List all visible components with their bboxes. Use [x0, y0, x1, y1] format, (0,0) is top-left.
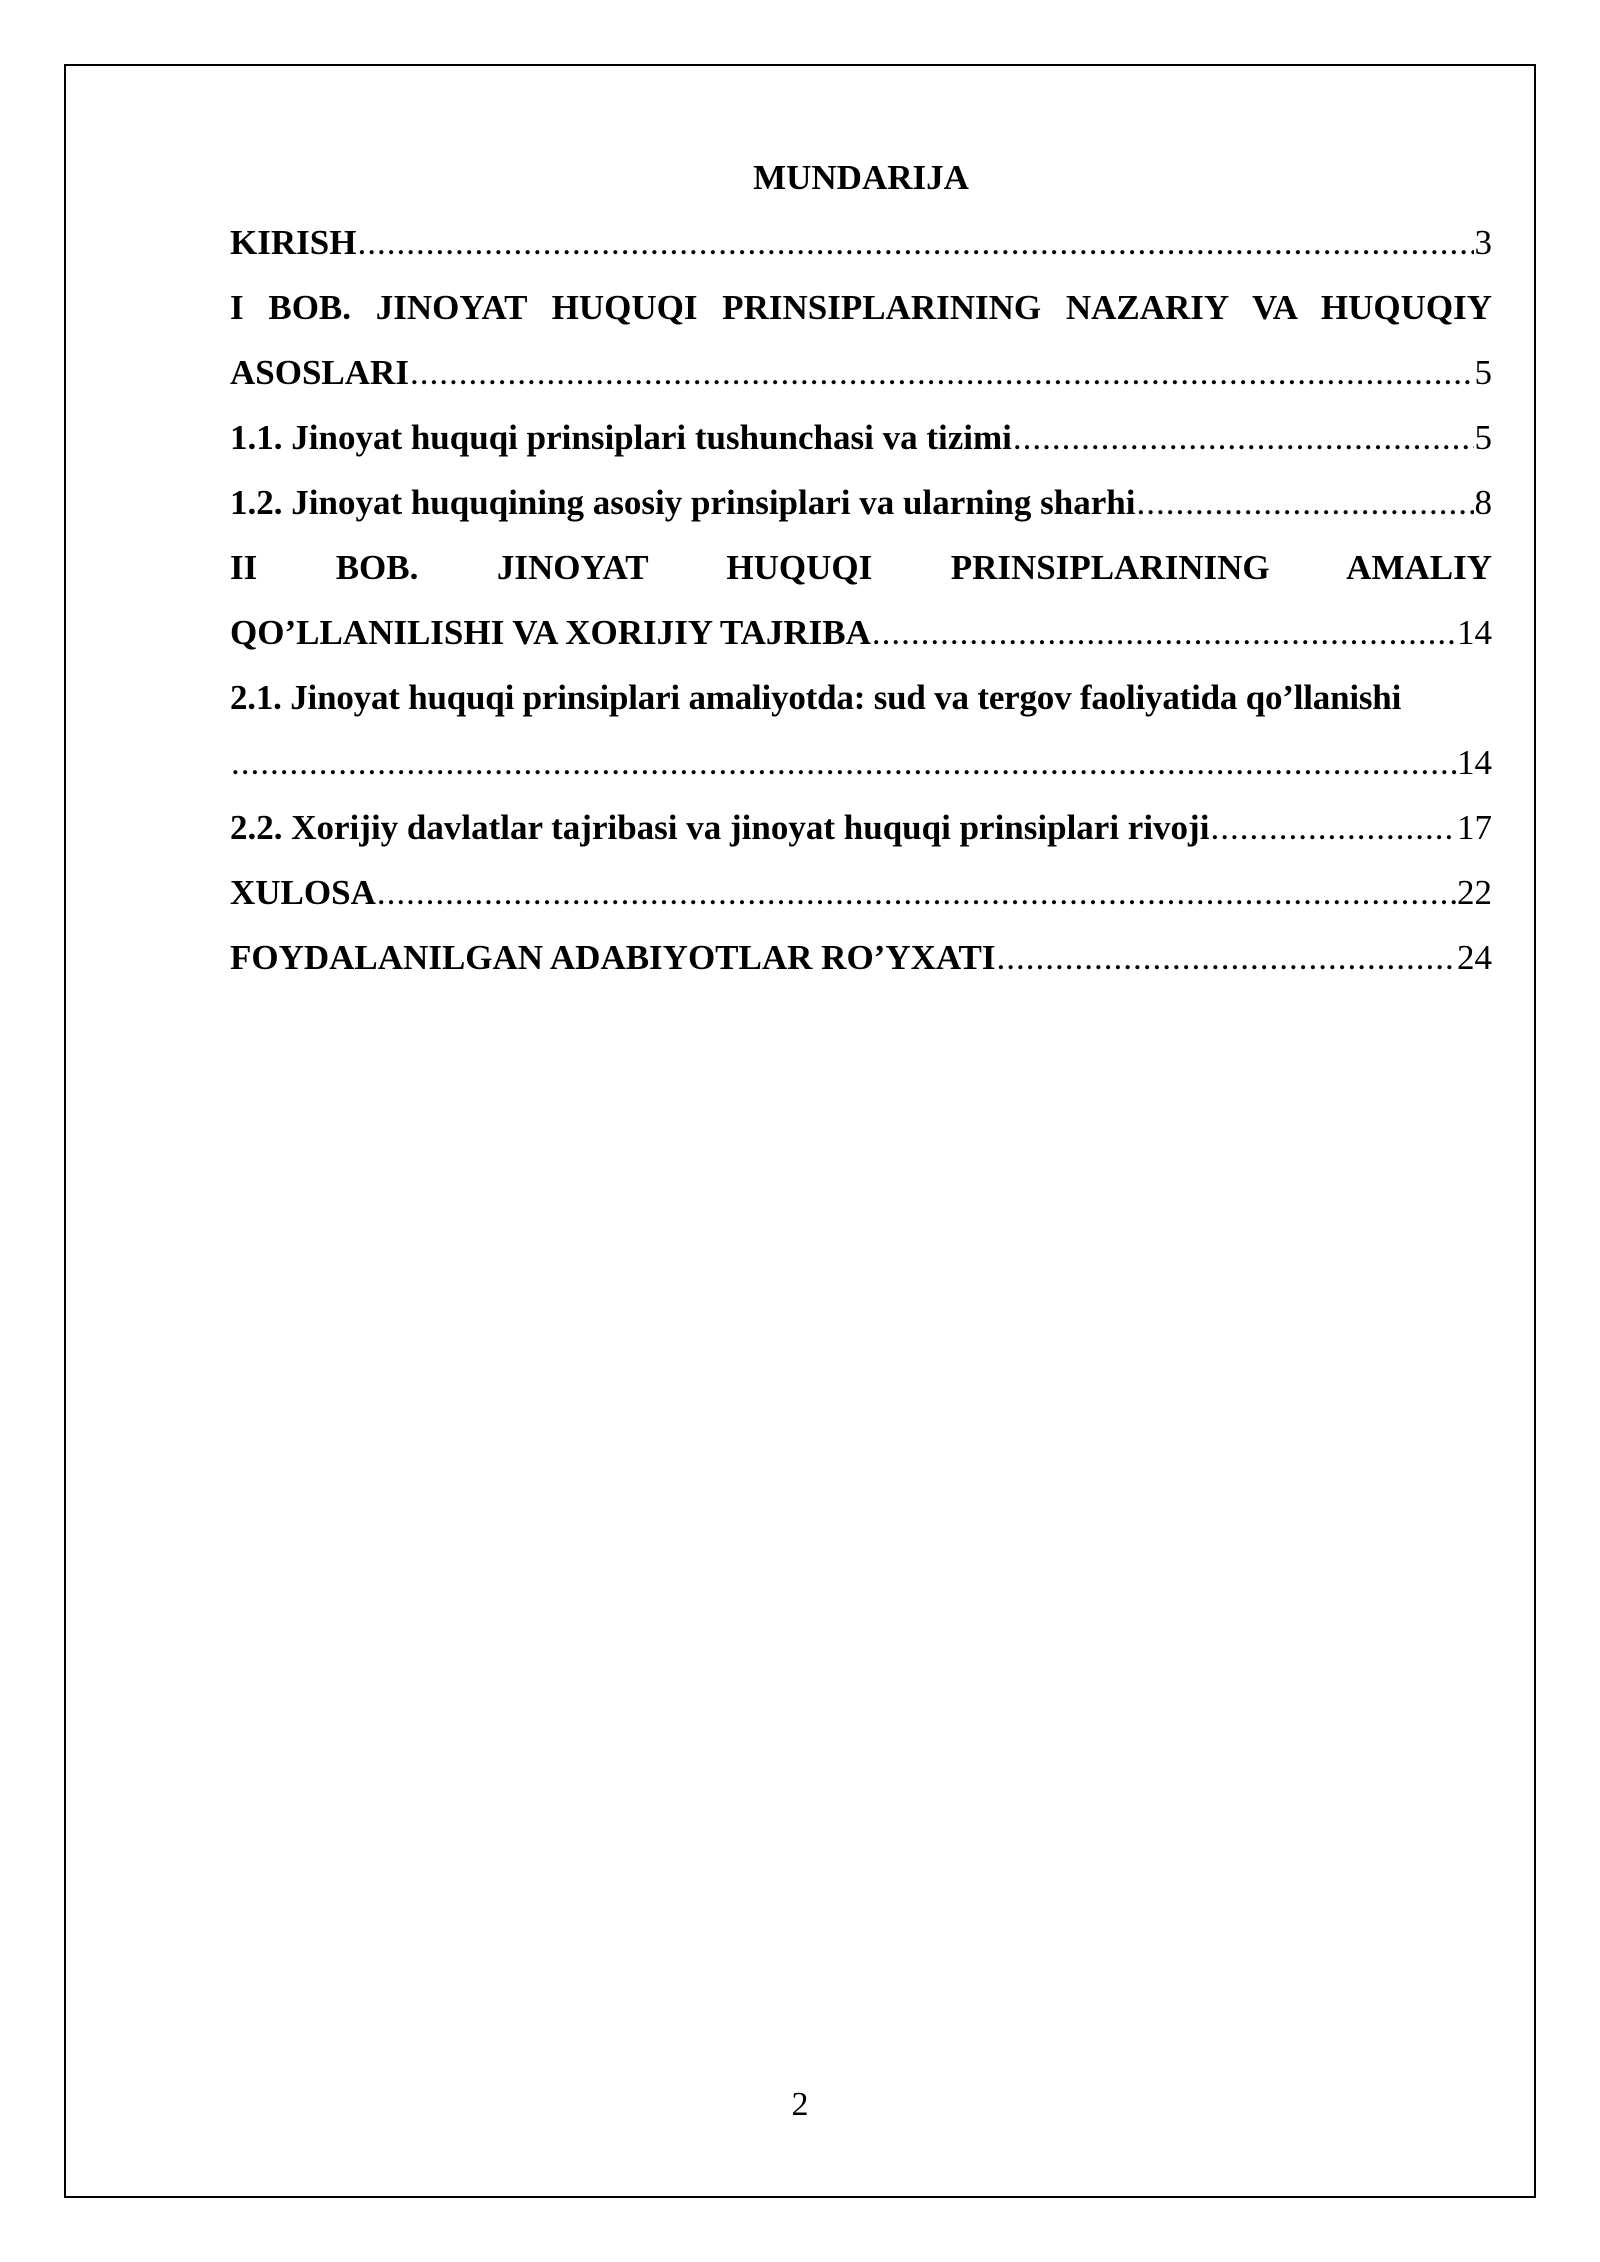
dot-leader [377, 860, 1456, 925]
dot-leader [1210, 795, 1456, 860]
dot-leader [410, 340, 1474, 405]
toc-entry-page: 5 [1474, 353, 1492, 392]
toc-entry-label-line2: QO’LLANILISHI VA XORIJIY TAJRIBA [230, 613, 871, 652]
toc-title: MUNDARIJA [753, 158, 969, 197]
toc-entry-label-line1: II BOB. JINOYAT HUQUQI PRINSIPLARINING AMALIY [230, 548, 1492, 587]
toc-entry-section-1-2[interactable] [230, 470, 1492, 535]
toc-entry-label: XULOSA [230, 873, 376, 912]
dot-leader [231, 730, 1456, 795]
toc-entry-bibliography[interactable] [230, 925, 1492, 990]
toc-entry-label: FOYDALANILGAN ADABIYOTLAR RO’YXATI [230, 938, 996, 977]
toc-entry-xulosa[interactable] [230, 860, 1492, 925]
toc-entry-chapter-1[interactable] [230, 275, 1492, 405]
dot-leader [997, 925, 1456, 990]
toc-entry-label-line1: 2.1. Jinoyat huquqi prinsiplari amaliyotda: sud va tergov faoliyatida qo’llanishi [230, 678, 1402, 717]
toc-entry-page: 5 [1474, 418, 1492, 457]
dot-leader [1013, 405, 1474, 470]
dot-leader [357, 210, 1473, 275]
toc-entry-page: 8 [1474, 483, 1492, 522]
dot-leader [872, 600, 1456, 665]
toc-entry-label: 1.1. Jinoyat huquqi prinsiplari tushunchasi va tizimi [230, 418, 1012, 457]
toc-entry-page: 22 [1457, 873, 1492, 912]
toc-entry-page: 14 [1457, 743, 1492, 782]
dot-leader [1136, 470, 1473, 535]
toc-entry-label: KIRISH [230, 223, 357, 262]
toc-entry-label-line2: ASOSLARI [230, 353, 409, 392]
toc-entry-label: 1.2. Jinoyat huquqining asosiy prinsiplari va ularning sharhi [230, 483, 1136, 522]
toc-entry-page: 14 [1457, 613, 1492, 652]
page-number: 2 [791, 2086, 809, 2123]
toc-entry-label-line1: I BOB. JINOYAT HUQUQI PRINSIPLARINING NAZARIY VA HUQUQIY [230, 288, 1492, 327]
table-of-contents [230, 145, 1492, 990]
toc-entry-section-1-1[interactable] [230, 405, 1492, 470]
toc-entry-page: 3 [1474, 223, 1492, 262]
toc-entry-page: 24 [1457, 938, 1492, 977]
toc-entry-section-2-1[interactable] [230, 665, 1492, 795]
toc-entry-section-2-2[interactable] [230, 795, 1492, 860]
toc-entry-page: 17 [1457, 808, 1492, 847]
toc-entry-chapter-2[interactable] [230, 535, 1492, 665]
toc-entry-label: 2.2. Xorijiy davlatlar tajribasi va jinoyat huquqi prinsiplari rivoji [230, 808, 1210, 847]
toc-entry-kirish[interactable] [230, 210, 1492, 275]
